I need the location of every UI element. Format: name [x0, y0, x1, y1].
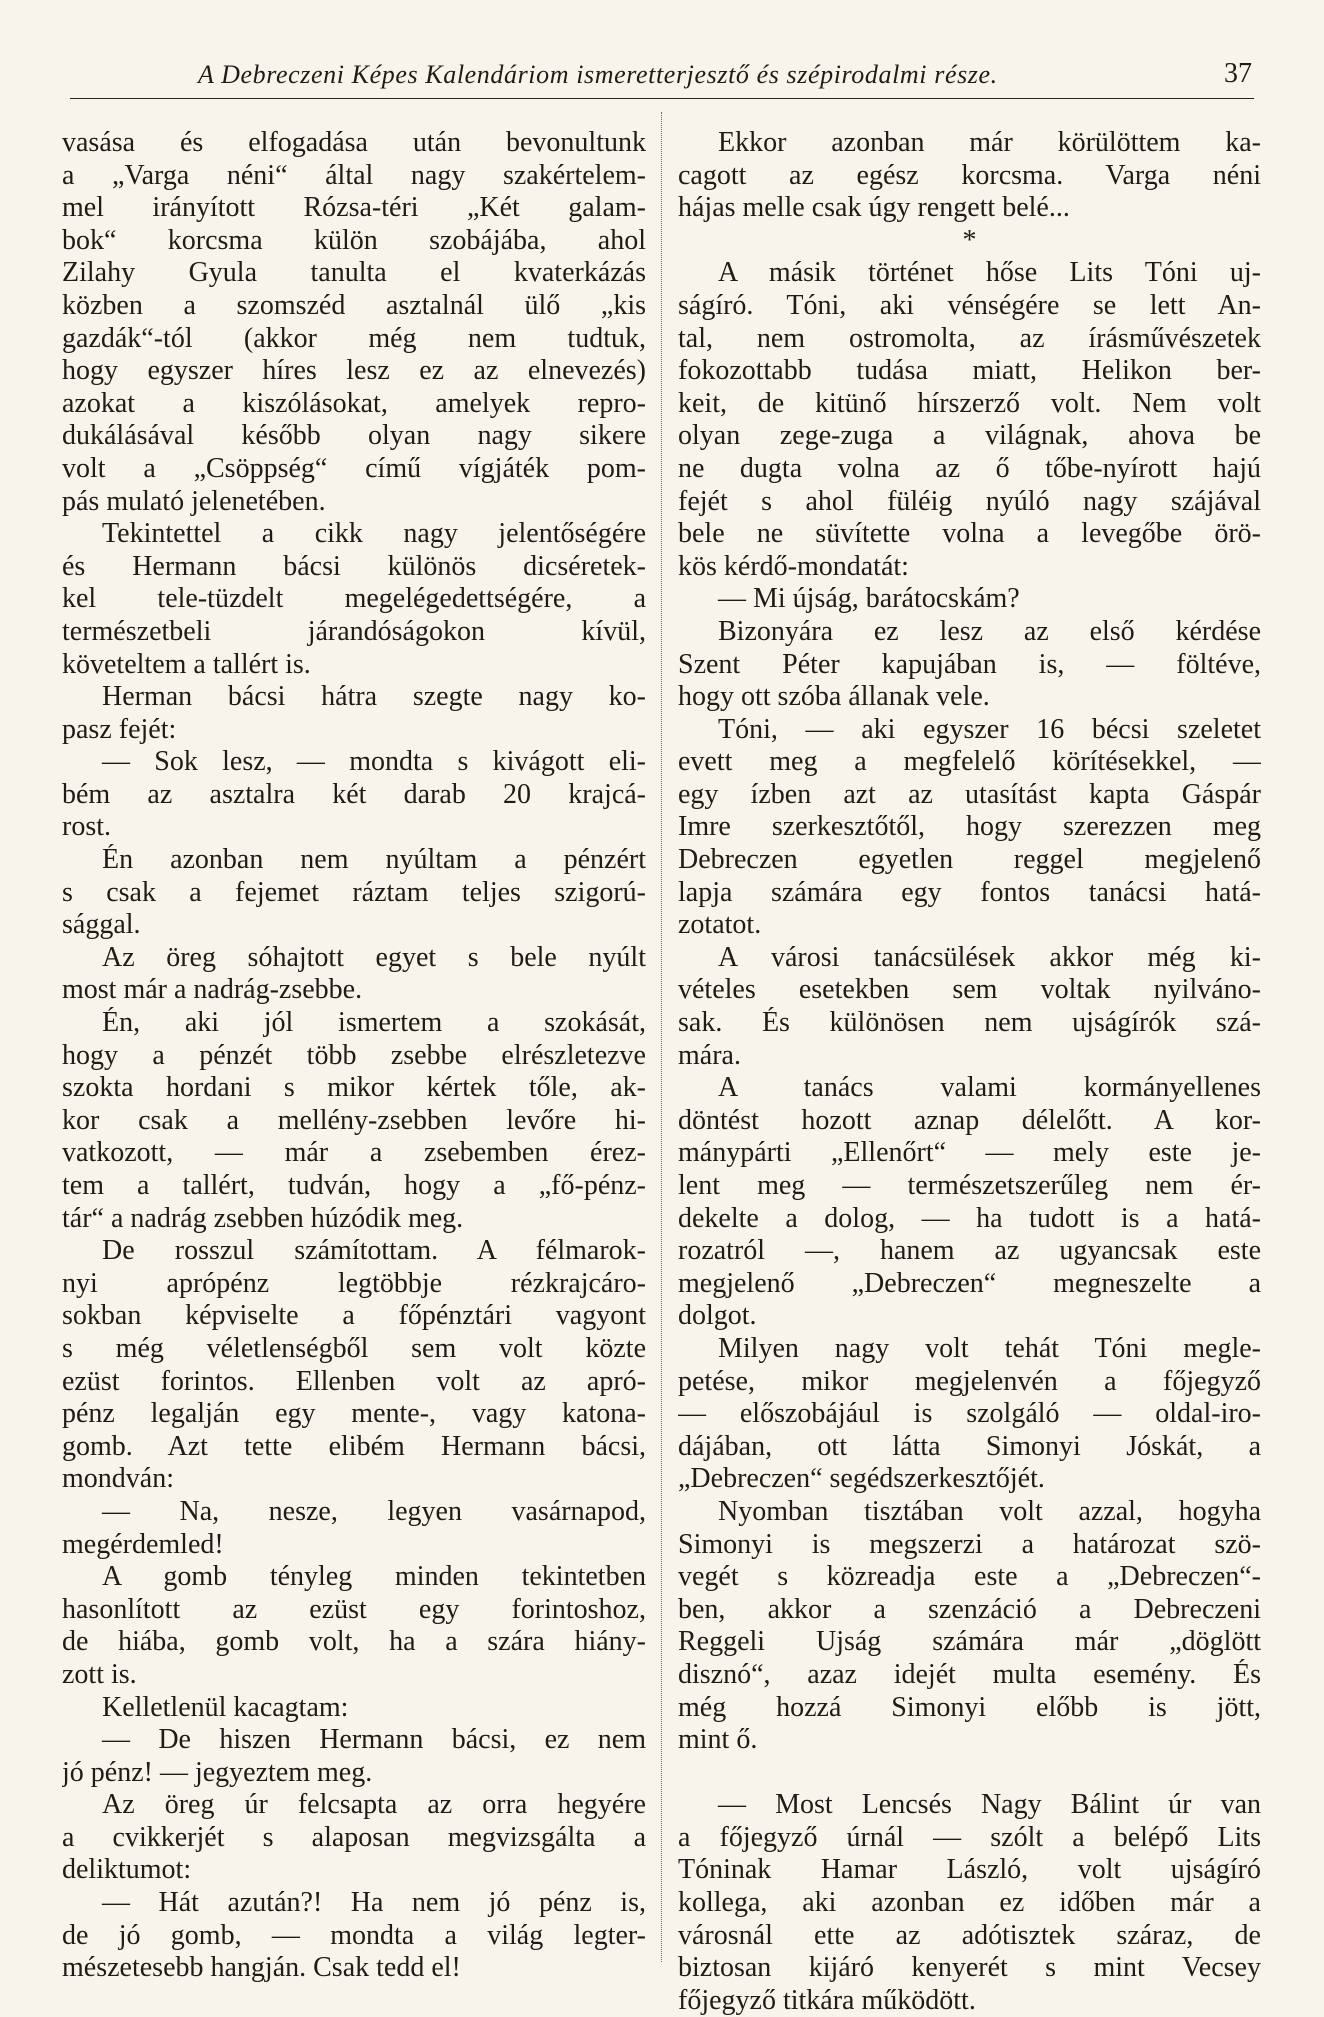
right-column-text-line: hogy ott szóba állanak vele.: [678, 681, 990, 713]
right-column-text-line: Szent Péter kapujában is, — föltéve,: [678, 648, 1261, 680]
right-column-text-line: A másik történet hőse Lits Tóni uj-: [718, 257, 1261, 289]
right-column-text-line: A városi tanácsülések akkor még ki-: [718, 941, 1261, 973]
left-column-text-line: azokat a kiszólásokat, amelyek repro-: [62, 387, 646, 419]
left-column-text-line: rost.: [62, 811, 111, 843]
right-column-text-line: biztosan kijáró kenyerét s mint Vecsey: [678, 1952, 1261, 1984]
left-column-text-line: bok“ korcsma külön szobájába, ahol: [62, 224, 646, 256]
right-column-text-line: dolgot.: [678, 1300, 757, 1332]
right-column-text-line: még hozzá Simonyi előbb is jött,: [678, 1691, 1261, 1723]
left-column-text-line: Tekintettel a cikk nagy jelentőségére: [102, 518, 646, 550]
left-column-text-line: kel tele-tüzdelt megelégedettségére, a: [62, 583, 646, 615]
right-column-text-line: Bizonyára ez lesz az első kérdése: [718, 615, 1261, 647]
left-column-text-line: gazdák“-tól (akkor még nem tudtuk,: [62, 322, 646, 354]
right-column-text-line: petése, mikor megjelenvén a főjegyző: [678, 1365, 1261, 1397]
right-column-text-line: hájas melle csak úgy rengett belé...: [678, 192, 1070, 224]
left-column-text-line: nyi aprópénz legtöbbje rézkrajcáro-: [62, 1267, 646, 1299]
left-column-text-line: ezüst forintos. Ellenben volt az apró-: [62, 1365, 646, 1397]
right-column-text-line: lapja számára egy fontos tanácsi hatá-: [678, 876, 1261, 908]
left-column-text-line: — Hát azután?! Ha nem jó pénz is,: [102, 1887, 646, 1919]
right-column-text-line: mánypárti „Ellenőrt“ — mely este je-: [678, 1137, 1261, 1169]
right-column-text-line: [678, 1757, 1261, 1790]
right-column-text-line: tal, nem ostromolta, az írásművészetek: [678, 322, 1261, 354]
right-column-text-line: főjegyző titkára működött.: [678, 1984, 976, 2016]
right-column-text-line: — Mi újság, barátocskám?: [718, 583, 1020, 615]
left-column-text-line: mel irányított Rózsa-téri „Két galam-: [62, 192, 646, 224]
left-column-text-line: jó pénz! — jegyeztem meg.: [62, 1756, 373, 1788]
left-column-text-line: Az öreg sóhajtott egyet s bele nyúlt: [102, 941, 646, 973]
left-column-text-line: — Sok lesz, — mondta s kivágott eli-: [102, 746, 646, 778]
right-column-text-line: Ekkor azonban már körülöttem ka-: [718, 127, 1261, 158]
left-column-text-line: hogy egyszer híres lesz ez az elnevezés): [62, 355, 646, 387]
right-column-text-line: ságíró. Tóni, aki vénségére se lett An-: [678, 289, 1261, 321]
right-column-text-line: bele ne süvítette volna a levegőbe örö-: [678, 518, 1261, 550]
left-column-text-line: pás mulató jelenetében.: [62, 485, 326, 517]
right-column: [678, 127, 1261, 2017]
left-column-text-line: gomb. Azt tette elibém Hermann bácsi,: [62, 1430, 646, 1462]
left-column-text-line: dukálásával később olyan nagy sikere: [62, 420, 646, 452]
left-column-text-line: s még véletlenségből sem volt közte: [62, 1332, 646, 1364]
right-column-text-line: lent meg — természetszerűleg nem ér-: [678, 1170, 1261, 1201]
right-column-text-line: rozatról —, hanem az ugyancsak este: [678, 1235, 1261, 1267]
left-column-text-line: A gomb tényleg minden tekintetben: [102, 1561, 646, 1593]
right-column-text-line: keit, de kitünő hírszerző volt. Nem volt: [678, 387, 1261, 419]
right-column-text-line: olyan zege-zuga a világnak, ahova be: [678, 420, 1261, 452]
right-column-text-line: Debreczen egyetlen reggel megjelenő: [678, 844, 1261, 876]
left-column-text-line: Zilahy Gyula tanulta el kvaterkázás: [62, 257, 646, 289]
right-column-text-line: Tóni, — aki egyszer 16 bécsi szeletet: [718, 713, 1261, 745]
right-column-text-line: kös kérdő-mondatát:: [678, 550, 909, 582]
left-column-text-line: — Na, nesze, legyen vasárnapod,: [102, 1495, 646, 1527]
left-column-text-line: mészetesebb hangján. Csak tedd el!: [62, 1952, 461, 1984]
left-column-text-line: de hiába, gomb volt, ha a szára hiány-: [62, 1626, 646, 1658]
left-column-text-line: Én, aki jól ismertem a szokását,: [102, 1007, 646, 1039]
right-column-text-line: Reggeli Ujság számára már „döglött: [678, 1626, 1261, 1658]
left-column-text-line: — De hiszen Hermann bácsi, ez nem: [102, 1724, 646, 1756]
right-column-text-line: — előszobájául is szolgáló — oldal-iro-: [678, 1398, 1261, 1430]
right-column-text-line: városnál ette az adótisztek száraz, de: [678, 1919, 1261, 1951]
right-column-text-line: vételes esetekben sem voltak nyilváno-: [678, 974, 1261, 1006]
right-column-text-line: döntést hozott aznap délelőtt. A kor-: [678, 1104, 1261, 1136]
right-column-text-line: fejét s ahol füléig nyúló nagy szájával: [678, 485, 1261, 517]
left-column-text-line: kor csak a mellény-zsebben levőre hi-: [62, 1104, 646, 1136]
right-column-text-line: zotatot.: [678, 909, 762, 941]
right-column-text-line: disznó“, azaz idejét multa esemény. És: [678, 1658, 1261, 1690]
left-column: [62, 127, 646, 1985]
left-column-text-line: de jó gomb, — mondta a világ legter-: [62, 1919, 646, 1951]
left-column-text-line: követeltem a tallért is.: [62, 648, 311, 680]
right-column-text-line: ben, akkor a szenzáció a Debreczeni: [678, 1593, 1261, 1625]
left-column-text-line: Herman bácsi hátra szegte nagy ko-: [102, 681, 646, 713]
right-column-text-line: Imre szerkesztőtől, hogy szerezzen meg: [678, 811, 1261, 843]
right-column-text-line: mint ő.: [678, 1724, 758, 1756]
left-column-text-line: szokta hordani s mikor kértek tőle, ak-: [62, 1072, 646, 1104]
left-column-text-line: közben a szomszéd asztalnál ülő „kis: [62, 289, 646, 321]
right-column-text-line: megjelenő „Debreczen“ megneszelte a: [678, 1267, 1261, 1299]
left-column-text-line: hogy a pénzét több zsebbe elrészletezve: [62, 1039, 646, 1071]
left-column-text-line: vatkozott, — már a zsebemben érez-: [62, 1137, 646, 1169]
left-column-text-line: sággal.: [62, 909, 141, 941]
left-column-text-line: De rosszul számítottam. A félmarok-: [102, 1235, 646, 1267]
right-column-text-line: cagott az egész korcsma. Varga néni: [678, 159, 1261, 191]
left-column-text-line: zott is.: [62, 1658, 137, 1690]
right-column-text-line: evett meg a megfelelő körítésekkel, —: [678, 746, 1261, 778]
left-column-text-line: bém az asztalra két darab 20 krajcá-: [62, 778, 646, 810]
running-header: [70, 54, 1254, 99]
right-column-text-line: dekelte a dolog, — ha tudott is a hatá-: [678, 1202, 1261, 1234]
right-column-text-line: mára.: [678, 1039, 741, 1071]
right-column-text-line: Nyomban tisztában volt azzal, hogyha: [718, 1495, 1261, 1527]
left-column-text-line: deliktumot:: [62, 1854, 192, 1886]
left-column-text-line: pasz fejét:: [62, 713, 177, 745]
left-column-text-line: hasonlított az ezüst egy forintoshoz,: [62, 1593, 646, 1625]
right-column-text-line: sak. És különösen nem ujságírók szá-: [678, 1007, 1261, 1039]
left-column-text-line: Kelletlenül kacagtam:: [102, 1691, 349, 1723]
column-divider: [661, 112, 662, 1962]
right-column-text-line: a főjegyző úrnál — szólt a belépő Lits: [678, 1821, 1261, 1853]
right-column-text-line: A tanács valami kormányellenes: [718, 1072, 1261, 1104]
left-column-text-line: mondván:: [62, 1463, 174, 1495]
left-column-text-line: tem a tallért, tudván, hogy a „fő-pénz-: [62, 1170, 646, 1201]
right-column-text-line: Simonyi is megszerzi a határozat szö-: [678, 1528, 1261, 1560]
right-column-text-line: — Most Lencsés Nagy Bálint úr van: [718, 1789, 1261, 1821]
right-column-text-line: ne dugta volna az ő tőbe-nyírott hajú: [678, 452, 1261, 484]
left-column-text-line: természetbeli járandóságokon kívül,: [62, 615, 646, 647]
left-column-text-line: sokban képviselte a főpénztári vagyont: [62, 1300, 646, 1332]
right-column-text-line: dájában, ott látta Simonyi Jóskát, a: [678, 1430, 1261, 1462]
left-column-text-line: Én azonban nem nyúltam a pénzért: [102, 844, 646, 876]
left-column-text-line: és Hermann bácsi különös dicséretek-: [62, 550, 646, 582]
left-column-text-line: tár“ a nadrág zsebben húzódik meg.: [62, 1202, 464, 1234]
right-column-text-line: kollega, aki azonban ez időben már a: [678, 1887, 1261, 1919]
right-column-text-line: fokozottabb tudása miatt, Helikon ber-: [678, 355, 1261, 387]
left-column-text-line: a „Varga néni“ által nagy szakértelem-: [62, 159, 646, 191]
left-column-text-line: pénz legalján egy mente-, vagy katona-: [62, 1398, 646, 1430]
left-column-text-line: s csak a fejemet ráztam teljes szigorú-: [62, 876, 646, 908]
right-column-text-line: egy ízben azt az utasítást kapta Gáspár: [678, 778, 1261, 810]
right-column-text-line: vegét s közreadja este a „Debreczen“-: [678, 1561, 1261, 1593]
left-column-text-line: Az öreg úr felcsapta az orra hegyére: [102, 1789, 646, 1821]
left-column-text-line: vasása és elfogadása után bevonultunk: [62, 127, 646, 158]
right-column-text-line: *: [962, 224, 977, 256]
left-column-text-line: megérdemled!: [62, 1528, 224, 1560]
right-column-text-line: Tóninak Hamar László, volt ujságíró: [678, 1854, 1261, 1886]
right-column-text-line: „Debreczen“ segédszerkesztőjét.: [678, 1463, 1045, 1495]
header-title: A Debreczeni Képes Kalendáriom ismeretterjesztő és szépirodalmi része.: [198, 60, 998, 89]
right-column-text-line: Milyen nagy volt tehát Tóni megle-: [718, 1332, 1261, 1364]
left-column-text-line: a cvikkerjét s alaposan megvizsgálta a: [62, 1821, 646, 1853]
left-column-text-line: most már a nadrág-zsebbe.: [62, 974, 363, 1006]
left-column-text-line: volt a „Csöppség“ című vígjáték pom-: [62, 452, 646, 484]
page-number: 37: [1224, 58, 1252, 89]
